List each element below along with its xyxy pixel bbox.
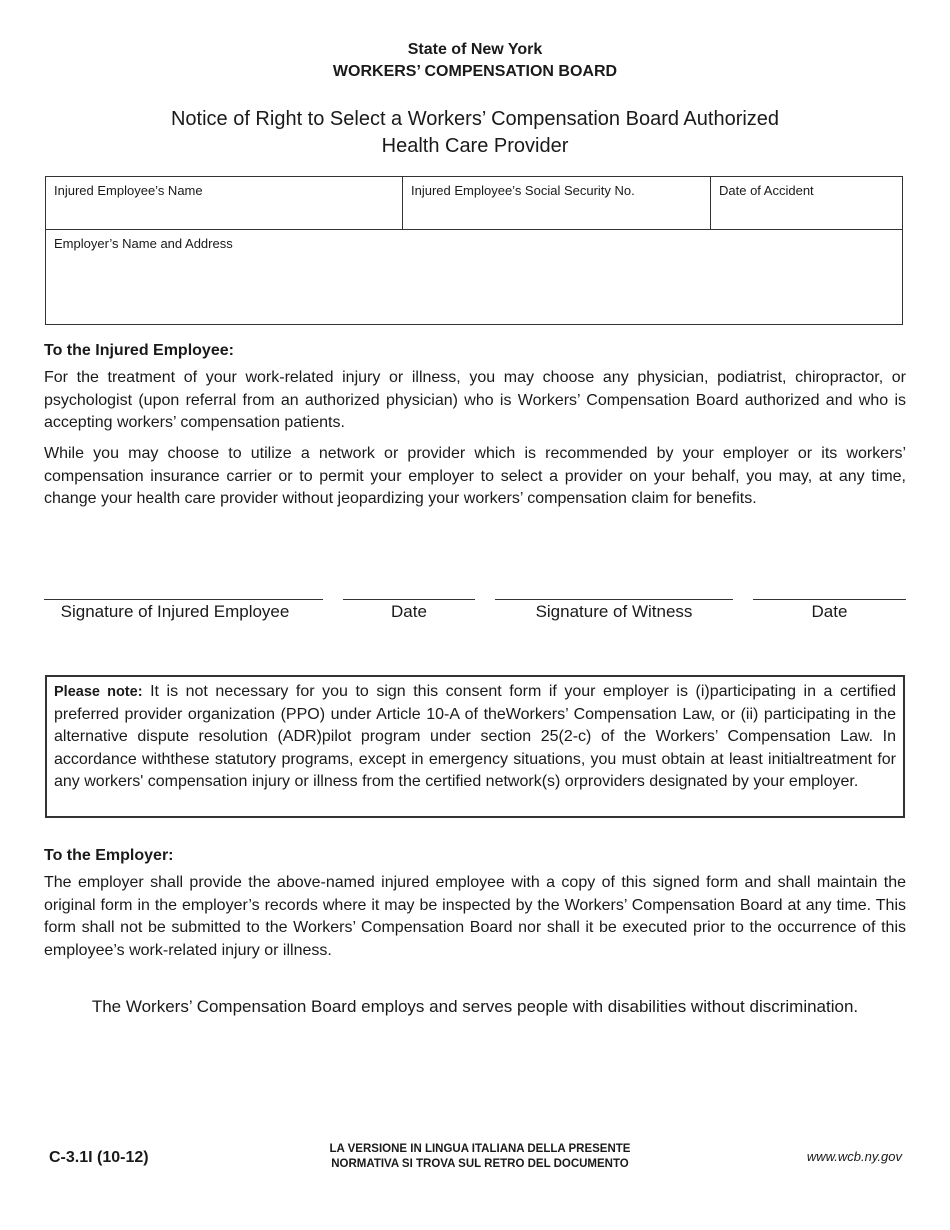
date-of-accident-field[interactable] (711, 177, 902, 229)
date-line-2[interactable] (753, 599, 906, 600)
employer-paragraph: The employer shall provide the above-named injured employee with a copy of this signed form and shall maintain the original form in the employer’s records where it may be inspected by the Workers’ Compensation Board at any time. This form shall not be submitted to the Workers’ Compensation Board nor shall it be executed prior to the occurrence of this employee’s work-related injury or illness. (44, 874, 906, 959)
employer-name-address-field[interactable] (46, 230, 902, 324)
form-code: C-3.1I (10-12) (49, 1149, 149, 1166)
witness-signature-label: Signature of Witness (535, 602, 693, 621)
please-note-text: It is not necessary for you to sign this consent form if your employer is (i)participating in a certified preferred provider organization (PPO) under Article 10-A of theWorkers’ Compensation Law, or (ii) participating in the alternative dispute resolution (ADR)pilot program under section 25(2-c) of the Workers’ Compensation Law. In accordance withthese statutory programs, except in emergency situations, you must obtain at least initialtreatment for any workers' compensation injury or illness from the certified network(s) orproviders designated by your employer. (54, 683, 897, 790)
italian-note-line1: LA VERSIONE IN LINGUA ITALIANA DELLA PRESENTE (329, 1143, 631, 1155)
date-of-accident-label: Date of Accident (719, 183, 814, 198)
witness-signature-line[interactable] (495, 599, 733, 600)
employee-signature-label: Signature of Injured Employee (60, 602, 290, 621)
employer-section-heading: To the Employer: (44, 847, 174, 864)
please-note-label: Please note: (54, 684, 143, 700)
state-name: State of New York (407, 41, 543, 58)
date-line-1[interactable] (343, 599, 475, 600)
disclaimer: The Workers’ Compensation Board employs and serves people with disabilities without discrimination. (91, 997, 859, 1016)
employee-name-label: Injured Employee’s Name (54, 183, 203, 198)
date-label-2: Date (811, 602, 848, 621)
form-title-line2: Health Care Provider (381, 135, 569, 157)
employee-section-heading: To the Injured Employee: (44, 342, 234, 359)
ssn-label: Injured Employee’s Social Security No. (411, 183, 635, 198)
ssn-field[interactable] (403, 177, 710, 229)
board-name: WORKERS’ COMPENSATION BOARD (332, 63, 618, 80)
employer-label: Employer’s Name and Address (54, 236, 233, 251)
employee-name-field[interactable] (46, 177, 402, 229)
italian-note-line2: NORMATIVA SI TROVA SUL RETRO DEL DOCUMENTO (331, 1158, 629, 1170)
form-title-line1: Notice of Right to Select a Workers’ Compensation Board Authorized (170, 108, 780, 130)
website-link[interactable]: www.wcb.ny.gov (806, 1149, 902, 1164)
employee-signature-line[interactable] (44, 599, 323, 600)
employee-paragraph-1: For the treatment of your work-related injury or illness, you may choose any physician, podiatrist, chiropractor, or psychologist (upon referral from an authorized physician) who is Workers’ Compensation Board authorized and who is accepting workers’ compensation patients. (44, 369, 906, 431)
please-note-box (45, 675, 905, 818)
date-label-1: Date (391, 602, 427, 621)
employee-info-grid (45, 176, 903, 325)
italian-version-note (300, 1142, 660, 1172)
employee-paragraph-2: While you may choose to utilize a network or provider which is recommended by your employer or its workers’ compensation insurance carrier or to permit your employer to select a provider on your behalf, you may, at any time, change your health care provider without jeopardizing your workers’ compensation claim for benefits. (44, 445, 906, 507)
